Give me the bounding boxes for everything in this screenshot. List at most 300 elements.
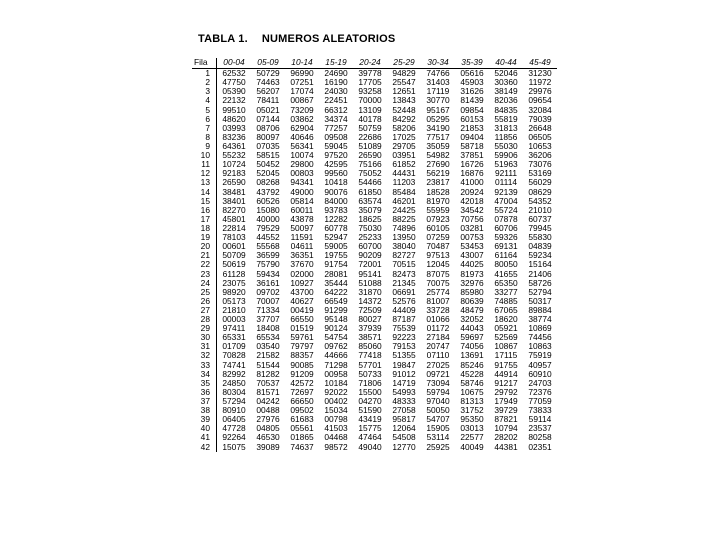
table-cell: 01519 <box>290 323 314 334</box>
table-cell: 40049 <box>460 441 484 452</box>
table-cell: 12770 <box>392 441 416 452</box>
table-cell: 36599 <box>256 250 280 261</box>
table-cell: 40957 <box>528 359 552 370</box>
table-cell: 77257 <box>324 122 348 133</box>
table-cell: 27058 <box>392 405 416 416</box>
table-cell: 16190 <box>324 77 348 88</box>
table-cell: 17705 <box>358 77 382 88</box>
table-cell: 01114 <box>494 177 518 188</box>
table-cell: 66549 <box>324 295 348 306</box>
table-cell: 42018 <box>460 195 484 206</box>
table-cell: 52045 <box>256 168 280 179</box>
table-cell: 33277 <box>494 286 518 297</box>
table-cell: 50759 <box>358 122 382 133</box>
table-cell: 58746 <box>460 377 484 388</box>
table-cell: 60105 <box>426 222 450 233</box>
table-cell: 29792 <box>494 386 518 397</box>
table-cell: 47728 <box>222 423 246 434</box>
table-cell: 92022 <box>324 386 348 397</box>
table-cell: 79039 <box>528 113 552 124</box>
table-cell: 39089 <box>256 441 280 452</box>
table-cell: 10418 <box>324 177 348 188</box>
row-number: 18 <box>192 224 217 233</box>
table-cell: 54982 <box>426 150 450 161</box>
row-number: 26 <box>192 297 217 306</box>
row-number: 23 <box>192 270 217 279</box>
table-row <box>192 443 557 452</box>
table-cell: 75166 <box>358 159 382 170</box>
table-cell: 70537 <box>256 377 280 388</box>
table-cell: 12045 <box>426 259 450 270</box>
table-cell: 07878 <box>494 213 518 224</box>
table-cell: 10653 <box>528 140 552 151</box>
table-cell: 49000 <box>290 186 314 197</box>
table-cell: 83236 <box>222 131 246 142</box>
table-cell: 44552 <box>256 232 280 243</box>
row-number: 38 <box>192 406 217 415</box>
table-cell: 25925 <box>426 441 450 452</box>
table-cell: 46201 <box>392 195 416 206</box>
table-cell: 65331 <box>222 332 246 343</box>
table-cell: 08629 <box>528 186 552 197</box>
table-cell: 95817 <box>392 414 416 425</box>
table-cell: 12282 <box>324 213 348 224</box>
table-cell: 10927 <box>290 277 314 288</box>
table-cell: 17025 <box>392 131 416 142</box>
table-cell: 59434 <box>256 268 280 279</box>
table-cell: 11856 <box>494 131 518 142</box>
row-number: 8 <box>192 133 217 142</box>
table-cell: 38401 <box>222 195 246 206</box>
row-number: 32 <box>192 351 217 360</box>
table-cell: 07251 <box>290 77 314 88</box>
table-cell: 32976 <box>460 277 484 288</box>
table-cell: 36351 <box>290 250 314 261</box>
column-header: 30-34 <box>421 58 455 69</box>
table-cell: 07110 <box>426 350 450 361</box>
table-cell: 47750 <box>222 77 246 88</box>
table-cell: 16876 <box>460 168 484 179</box>
row-number: 2 <box>192 78 217 87</box>
table-cell: 48333 <box>392 396 416 407</box>
table-cell: 55568 <box>256 241 280 252</box>
table-cell: 24850 <box>222 377 246 388</box>
table-cell: 52448 <box>392 104 416 115</box>
table-cell: 85060 <box>358 341 382 352</box>
table-cell: 31403 <box>426 77 450 88</box>
table-cell: 15075 <box>222 441 246 452</box>
table-cell: 24690 <box>324 68 348 79</box>
table-cell: 84292 <box>392 113 416 124</box>
table-cell: 31813 <box>494 122 518 133</box>
table-cell: 55959 <box>426 204 450 215</box>
table-cell: 04468 <box>324 432 348 443</box>
row-number: 36 <box>192 388 217 397</box>
table-cell: 61128 <box>222 268 246 279</box>
column-header: 35-39 <box>455 58 489 69</box>
table-cell: 74637 <box>290 441 314 452</box>
table-title-text: NUMEROS ALEATORIOS <box>261 33 396 45</box>
table-cell: 74885 <box>494 295 518 306</box>
table-cell: 20924 <box>460 186 484 197</box>
table-cell: 60706 <box>494 222 518 233</box>
table-cell: 85980 <box>460 286 484 297</box>
table-cell: 91754 <box>324 259 348 270</box>
table-cell: 41503 <box>324 423 348 434</box>
table-cell: 30360 <box>494 77 518 88</box>
table-cell: 59794 <box>426 386 450 397</box>
table-cell: 65350 <box>494 277 518 288</box>
table-cell: 35444 <box>324 277 348 288</box>
table-cell: 92111 <box>494 168 518 179</box>
table-cell: 61852 <box>392 159 416 170</box>
table-cell: 60153 <box>460 113 484 124</box>
table-cell: 13843 <box>392 95 416 106</box>
table-header-row <box>192 58 557 69</box>
table-cell: 03951 <box>392 150 416 161</box>
table-cell: 74896 <box>392 222 416 233</box>
table-cell: 10867 <box>494 341 518 352</box>
table-cell: 00402 <box>324 396 348 407</box>
table-cell: 15080 <box>256 204 280 215</box>
table-cell: 00488 <box>256 405 280 416</box>
row-number: 17 <box>192 215 217 224</box>
table-cell: 31230 <box>528 68 552 79</box>
row-number: 20 <box>192 242 217 251</box>
table-cell: 29800 <box>290 159 314 170</box>
table-cell: 41655 <box>494 268 518 279</box>
row-number: 31 <box>192 342 217 351</box>
table-cell: 91299 <box>324 304 348 315</box>
row-number: 42 <box>192 443 217 452</box>
table-cell: 10863 <box>528 341 552 352</box>
table-cell: 72376 <box>528 386 552 397</box>
table-cell: 99560 <box>324 168 348 179</box>
table-cell: 54352 <box>528 195 552 206</box>
table-cell: 90209 <box>358 250 382 261</box>
row-number: 16 <box>192 206 217 215</box>
table-cell: 60526 <box>256 195 280 206</box>
table-cell: 81282 <box>256 368 280 379</box>
table-cell: 36206 <box>528 150 552 161</box>
table-cell: 28202 <box>494 432 518 443</box>
table-title <box>198 30 557 48</box>
table-cell: 26590 <box>222 177 246 188</box>
table-cell: 32084 <box>528 104 552 115</box>
table-cell: 56341 <box>290 140 314 151</box>
table-cell: 63574 <box>358 195 382 206</box>
table-cell: 17115 <box>494 350 518 361</box>
table-cell: 58515 <box>256 150 280 161</box>
table-cell: 82727 <box>392 250 416 261</box>
table-cell: 21810 <box>222 304 246 315</box>
table-cell: 05616 <box>460 68 484 79</box>
table-cell: 87075 <box>426 268 450 279</box>
table-cell: 74056 <box>460 341 484 352</box>
table-cell: 92139 <box>494 186 518 197</box>
table-cell: 84835 <box>494 104 518 115</box>
table-cell: 92223 <box>392 332 416 343</box>
row-number: 14 <box>192 188 217 197</box>
table-cell: 75790 <box>256 259 280 270</box>
table-cell: 13691 <box>460 350 484 361</box>
table-cell: 37670 <box>290 259 314 270</box>
table-cell: 50619 <box>222 259 246 270</box>
table-cell: 90085 <box>290 359 314 370</box>
table-cell: 69131 <box>494 241 518 252</box>
table-cell: 03540 <box>256 341 280 352</box>
table-cell: 38774 <box>528 314 552 325</box>
table-cell: 59697 <box>460 332 484 343</box>
table-cell: 40646 <box>290 131 314 142</box>
table-cell: 37851 <box>460 150 484 161</box>
table-cell: 07144 <box>256 113 280 124</box>
table-cell: 46530 <box>256 432 280 443</box>
table-cell: 82473 <box>392 268 416 279</box>
table-cell: 04242 <box>256 396 280 407</box>
document-page <box>192 30 557 452</box>
table-cell: 50097 <box>290 222 314 233</box>
table-cell: 23817 <box>426 177 450 188</box>
table-cell: 21582 <box>256 350 280 361</box>
table-cell: 74463 <box>256 77 280 88</box>
table-cell: 60737 <box>528 213 552 224</box>
table-cell: 06505 <box>528 131 552 142</box>
table-cell: 54754 <box>324 332 348 343</box>
table-cell: 80910 <box>222 405 246 416</box>
table-cell: 11972 <box>528 77 552 88</box>
table-cell: 00601 <box>222 241 246 252</box>
table-cell: 35059 <box>426 140 450 151</box>
table-cell: 42595 <box>324 159 348 170</box>
table-cell: 13109 <box>358 104 382 115</box>
table-cell: 04839 <box>528 241 552 252</box>
table-cell: 44914 <box>494 368 518 379</box>
table-cell: 03013 <box>460 423 484 434</box>
table-cell: 71334 <box>256 304 280 315</box>
table-cell: 90124 <box>324 323 348 334</box>
row-number: 1 <box>192 69 217 79</box>
table-cell: 40627 <box>290 295 314 306</box>
table-cell: 81313 <box>460 396 484 407</box>
table-cell: 59045 <box>324 140 348 151</box>
table-cell: 93258 <box>358 86 382 97</box>
table-cell: 30770 <box>426 95 450 106</box>
row-number: 24 <box>192 279 217 288</box>
table-cell: 94341 <box>290 177 314 188</box>
table-cell: 80304 <box>222 386 246 397</box>
table-cell: 09721 <box>426 368 450 379</box>
table-cell: 34190 <box>426 122 450 133</box>
table-cell: 18528 <box>426 186 450 197</box>
row-number: 27 <box>192 306 217 315</box>
table-cell: 82270 <box>222 204 246 215</box>
table-cell: 10074 <box>290 150 314 161</box>
table-cell: 84000 <box>324 195 348 206</box>
table-cell: 73076 <box>528 159 552 170</box>
table-cell: 50050 <box>426 405 450 416</box>
table-cell: 18620 <box>494 314 518 325</box>
table-cell: 06405 <box>222 414 246 425</box>
row-number: 40 <box>192 424 217 433</box>
table-cell: 50729 <box>256 68 280 79</box>
table-cell: 22814 <box>222 222 246 233</box>
table-cell: 45801 <box>222 213 246 224</box>
table-cell: 70515 <box>392 259 416 270</box>
table-cell: 55830 <box>528 232 552 243</box>
table-cell: 52794 <box>528 286 552 297</box>
table-cell: 07923 <box>426 213 450 224</box>
table-cell: 81571 <box>256 386 280 397</box>
table-cell: 03862 <box>290 113 314 124</box>
table-cell: 85246 <box>460 359 484 370</box>
table-cell: 44381 <box>494 441 518 452</box>
table-cell: 00003 <box>222 314 246 325</box>
table-cell: 75919 <box>528 350 552 361</box>
table-cell: 53169 <box>528 168 552 179</box>
row-number: 6 <box>192 115 217 124</box>
table-cell: 52576 <box>392 295 416 306</box>
table-cell: 96990 <box>290 68 314 79</box>
random-numbers-table <box>192 58 557 452</box>
table-cell: 95350 <box>460 414 484 425</box>
table-cell: 51590 <box>358 405 382 416</box>
column-header: 15-19 <box>319 58 353 69</box>
table-cell: 15905 <box>426 423 450 434</box>
table-cell: 11591 <box>290 232 314 243</box>
row-number: 33 <box>192 361 217 370</box>
table-cell: 38481 <box>222 186 246 197</box>
row-number: 35 <box>192 379 217 388</box>
table-cell: 78411 <box>256 95 280 106</box>
table-cell: 03281 <box>460 222 484 233</box>
table-cell: 47464 <box>358 432 382 443</box>
table-cell: 52046 <box>494 68 518 79</box>
table-cell: 40178 <box>358 113 382 124</box>
table-cell: 71298 <box>324 359 348 370</box>
table-cell: 87187 <box>392 314 416 325</box>
table-cell: 72509 <box>358 304 382 315</box>
table-cell: 51963 <box>494 159 518 170</box>
row-number: 25 <box>192 288 217 297</box>
table-cell: 70487 <box>426 241 450 252</box>
row-header: Fila <box>192 58 217 69</box>
table-cell: 43792 <box>256 186 280 197</box>
table-cell: 00958 <box>324 368 348 379</box>
table-cell: 25233 <box>358 232 382 243</box>
table-cell: 58718 <box>460 140 484 151</box>
row-number: 29 <box>192 324 217 333</box>
table-cell: 09404 <box>460 131 484 142</box>
table-cell: 09508 <box>324 131 348 142</box>
table-cell: 09854 <box>460 104 484 115</box>
table-cell: 60778 <box>324 222 348 233</box>
table-cell: 56029 <box>528 177 552 188</box>
table-cell: 27025 <box>426 359 450 370</box>
row-number: 12 <box>192 169 217 178</box>
table-cell: 15775 <box>358 423 382 434</box>
table-cell: 51089 <box>358 140 382 151</box>
table-cell: 54466 <box>358 177 382 188</box>
table-cell: 17074 <box>290 86 314 97</box>
table-cell: 91012 <box>392 368 416 379</box>
table-cell: 61683 <box>290 414 314 425</box>
table-cell: 00419 <box>290 304 314 315</box>
table-cell: 70828 <box>222 350 246 361</box>
table-cell: 92183 <box>222 168 246 179</box>
table-cell: 55819 <box>494 113 518 124</box>
table-cell: 20747 <box>426 341 450 352</box>
table-cell: 91755 <box>494 359 518 370</box>
table-cell: 05814 <box>290 195 314 206</box>
table-cell: 39729 <box>494 405 518 416</box>
table-cell: 74456 <box>528 332 552 343</box>
table-cell: 95148 <box>324 314 348 325</box>
column-header: 25-29 <box>387 58 421 69</box>
row-number: 10 <box>192 151 217 160</box>
table-cell: 27184 <box>426 332 450 343</box>
table-cell: 26648 <box>528 122 552 133</box>
table-cell: 88357 <box>290 350 314 361</box>
table-cell: 56207 <box>256 86 280 97</box>
table-cell: 81439 <box>460 95 484 106</box>
table-cell: 50317 <box>528 295 552 306</box>
table-cell: 22132 <box>222 95 246 106</box>
table-cell: 19847 <box>392 359 416 370</box>
table-cell: 51088 <box>358 277 382 288</box>
column-header: 00-04 <box>217 58 252 69</box>
table-cell: 24030 <box>324 86 348 97</box>
table-cell: 81007 <box>426 295 450 306</box>
table-cell: 79797 <box>290 341 314 352</box>
table-cell: 31752 <box>460 405 484 416</box>
table-cell: 15164 <box>528 259 552 270</box>
table-cell: 70075 <box>426 277 450 288</box>
table-cell: 15034 <box>324 405 348 416</box>
table-cell: 77517 <box>426 131 450 142</box>
table-cell: 64222 <box>324 286 348 297</box>
table-cell: 70000 <box>358 95 382 106</box>
table-cell: 95141 <box>358 268 382 279</box>
table-cell: 73094 <box>426 377 450 388</box>
table-cell: 13950 <box>392 232 416 243</box>
table-cell: 25774 <box>426 286 450 297</box>
table-cell: 29976 <box>528 86 552 97</box>
table-cell: 45903 <box>460 77 484 88</box>
table-cell: 54707 <box>426 414 450 425</box>
table-cell: 50709 <box>222 250 246 261</box>
table-cell: 02000 <box>290 268 314 279</box>
table-cell: 07259 <box>426 232 450 243</box>
table-cell: 60700 <box>358 241 382 252</box>
table-cell: 23075 <box>222 277 246 288</box>
table-cell: 57701 <box>358 359 382 370</box>
table-cell: 05390 <box>222 86 246 97</box>
table-cell: 82992 <box>222 368 246 379</box>
table-cell: 10675 <box>460 386 484 397</box>
table-cell: 43007 <box>460 250 484 261</box>
table-cell: 01172 <box>426 323 450 334</box>
table-cell: 71806 <box>358 377 382 388</box>
table-cell: 04805 <box>256 423 280 434</box>
table-cell: 55232 <box>222 150 246 161</box>
table-cell: 37939 <box>358 323 382 334</box>
row-number: 37 <box>192 397 217 406</box>
table-cell: 38571 <box>358 332 382 343</box>
table-cell: 27976 <box>256 414 280 425</box>
table-cell: 26590 <box>358 150 382 161</box>
table-cell: 24703 <box>528 377 552 388</box>
